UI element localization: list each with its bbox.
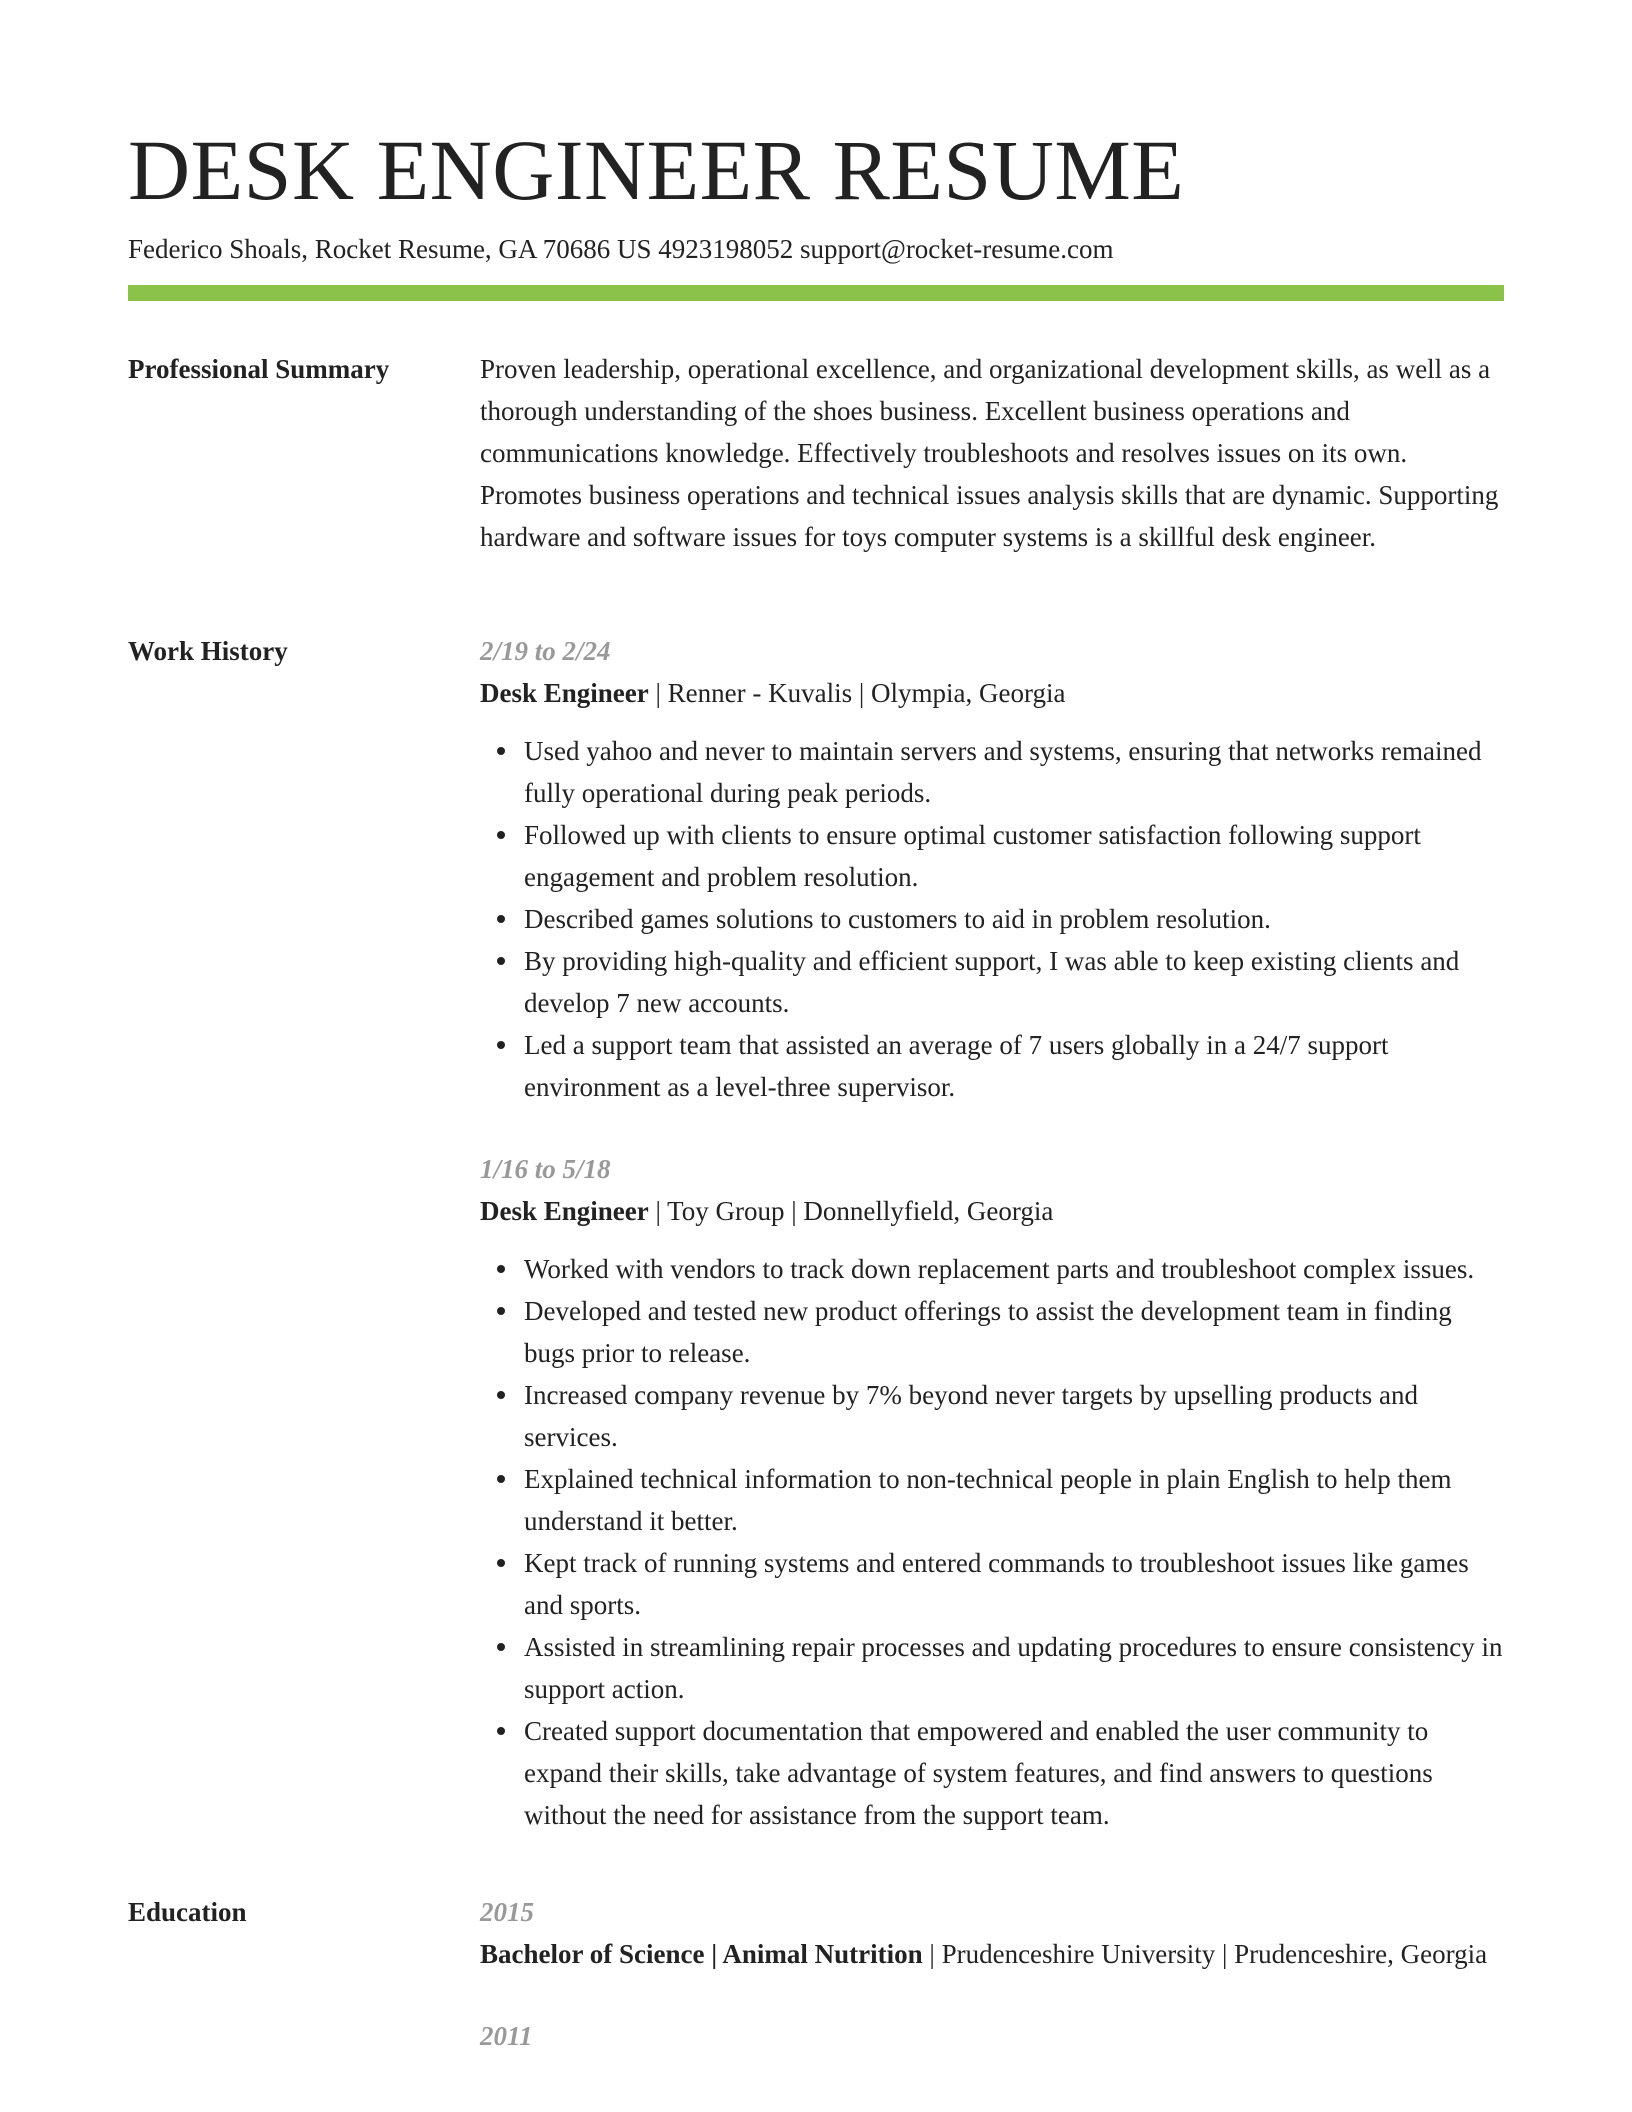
list-item: Kept track of running systems and entered commands to troubleshoot issues like games and sports. — [524, 1542, 1504, 1626]
list-item: Led a support team that assisted an average of 7 users globally in a 24/7 support environment as a level-three supervisor. — [524, 1024, 1504, 1108]
education-year: 2011 — [480, 2021, 533, 2051]
job-entry — [480, 1148, 1504, 1836]
job-heading — [480, 1190, 1504, 1232]
list-item: Developed and tested new product offerings to assist the development team in finding bugs prior to release. — [524, 1290, 1504, 1374]
work-history-body — [480, 630, 1504, 1836]
job-details: | Renner - Kuvalis | Olympia, Georgia — [648, 678, 1066, 708]
list-item: Described games solutions to customers to aid in problem resolution. — [524, 898, 1504, 940]
job-heading — [480, 672, 1504, 714]
resume-title: DESK ENGINEER RESUME — [128, 122, 1185, 218]
education-body — [480, 1891, 1504, 2057]
list-item: Used yahoo and never to maintain servers and systems, ensuring that networks remained fully operational during peak periods. — [524, 730, 1504, 814]
job-bullets — [480, 1248, 1504, 1836]
section-label-summary: Professional Summary — [128, 354, 390, 384]
list-item: Followed up with clients to ensure optimal customer satisfaction following support engagement and problem resolution. — [524, 814, 1504, 898]
education-entry — [480, 2015, 1504, 2057]
section-label-education: Education — [128, 1897, 247, 1927]
list-item: Worked with vendors to track down replacement parts and troubleshoot complex issues. — [524, 1248, 1504, 1290]
summary-text: Proven leadership, operational excellence, and organizational development skills, as well as a thorough understanding of the shoes business. Excellent business operations and communications knowledge. Effectively troubleshoots and resolves issues on its own. Promotes business operations and technical issues analysis skills that are dynamic. Supporting hardware and software issues for toys computer systems is a skillful desk engineer. — [480, 354, 1499, 552]
education-details: | Prudenceshire University | Prudenceshire, Georgia — [922, 1939, 1488, 1969]
job-entry — [480, 630, 1504, 1108]
contact-line: Federico Shoals, Rocket Resume, GA 70686 US 4923198052 support@rocket-resume.com — [128, 234, 1114, 264]
job-title: Desk Engineer — [480, 678, 649, 708]
job-dates: 1/16 to 5/18 — [480, 1154, 611, 1184]
section-label-work-history: Work History — [128, 636, 288, 666]
education-entry — [480, 1891, 1504, 1975]
list-item: Explained technical information to non-technical people in plain English to help them understand it better. — [524, 1458, 1504, 1542]
list-item: Assisted in streamlining repair processes and updating procedures to ensure consistency in support action. — [524, 1626, 1504, 1710]
list-item: Increased company revenue by 7% beyond never targets by upselling products and services. — [524, 1374, 1504, 1458]
job-title: Desk Engineer — [480, 1196, 649, 1226]
list-item: Created support documentation that empowered and enabled the user community to expand their skills, take advantage of system features, and find answers to questions without the need for assistance from the support team. — [524, 1710, 1504, 1836]
job-bullets — [480, 730, 1504, 1108]
education-heading — [480, 1933, 1504, 1975]
job-details: | Toy Group | Donnellyfield, Georgia — [648, 1196, 1054, 1226]
list-item: By providing high-quality and efficient support, I was able to keep existing clients and develop 7 new accounts. — [524, 940, 1504, 1024]
summary-body — [480, 348, 1504, 558]
header-accent-rule — [128, 285, 1504, 301]
job-dates: 2/19 to 2/24 — [480, 636, 611, 666]
degree-name: Bachelor of Science | Animal Nutrition — [480, 1939, 923, 1969]
education-year: 2015 — [480, 1897, 534, 1927]
